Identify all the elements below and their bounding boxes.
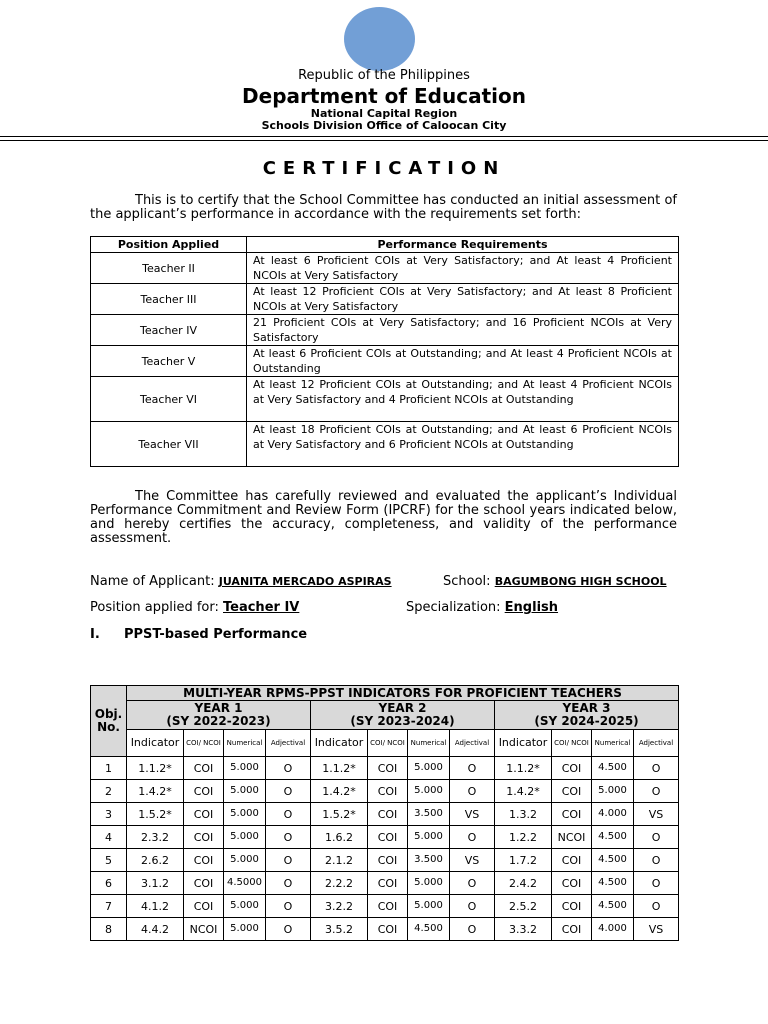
indicator-cell: 2.4.2 (495, 872, 552, 895)
indicator-cell: 1.1.2* (127, 757, 184, 780)
performance-table (90, 685, 679, 941)
coi-cell: COI (184, 803, 224, 826)
indicator-cell: 3.5.2 (311, 918, 368, 941)
obj-number-cell: 4 (91, 826, 127, 849)
numerical-cell: 5.000 (224, 895, 266, 918)
requirements-table (90, 236, 679, 467)
requirement-cell: At least 18 Proficient COIs at Outstanding; and At least 6 Proficient NCOIs at Very Satisfactory and 6 Proficient NCOIs at Outstanding (247, 422, 679, 467)
indicator-cell: 3.2.2 (311, 895, 368, 918)
coi-cell: COI (368, 895, 408, 918)
obj-no-header: Obj. No. (91, 686, 127, 757)
indicator-cell: 2.5.2 (495, 895, 552, 918)
numerical-cell: 4.500 (408, 918, 450, 941)
position-label: Position applied for: (90, 600, 219, 615)
coi-cell: COI (552, 803, 592, 826)
table-row (91, 895, 679, 918)
sub-header: Numerical (224, 730, 266, 757)
requirements-column-header: Performance Requirements (247, 237, 679, 253)
adjectival-cell: O (450, 895, 495, 918)
requirement-cell: At least 12 Proficient COIs at Outstanding; and At least 4 Proficient NCOIs at Very Satisfactory and 4 Proficient NCOIs at Outstanding (247, 377, 679, 422)
numerical-cell: 5.000 (592, 780, 634, 803)
requirement-cell: At least 6 Proficient COIs at Outstanding; and At least 4 Proficient NCOIs at Outstanding (247, 346, 679, 377)
adjectival-cell: O (266, 803, 311, 826)
adjectival-cell: O (634, 826, 679, 849)
obj-number-cell: 8 (91, 918, 127, 941)
position-line (90, 600, 299, 615)
table-row (91, 872, 679, 895)
coi-cell: COI (184, 757, 224, 780)
coi-cell: COI (552, 849, 592, 872)
table-row (91, 757, 679, 780)
school-year-label: (SY 2022-2023) (166, 714, 271, 728)
adjectival-cell: O (266, 872, 311, 895)
position-cell: Teacher V (91, 346, 247, 377)
indicator-cell: 4.4.2 (127, 918, 184, 941)
sub-header: COI/ NCOI (368, 730, 408, 757)
coi-cell: COI (184, 872, 224, 895)
numerical-cell: 5.000 (224, 780, 266, 803)
year-label: YEAR 2 (378, 701, 427, 715)
indicator-cell: 2.2.2 (311, 872, 368, 895)
sub-header: Adjectival (266, 730, 311, 757)
requirement-row (91, 253, 679, 284)
header-divider-thin (0, 140, 768, 141)
numerical-cell: 4.500 (592, 757, 634, 780)
numerical-cell: 4.000 (592, 918, 634, 941)
indicator-cell: 3.1.2 (127, 872, 184, 895)
numerical-cell: 4.000 (592, 803, 634, 826)
section-number: I. (90, 627, 100, 642)
coi-cell: COI (184, 895, 224, 918)
position-value: Teacher IV (223, 600, 300, 615)
coi-cell: COI (368, 918, 408, 941)
sub-header: Indicator (311, 730, 368, 757)
numerical-cell: 5.000 (408, 780, 450, 803)
numerical-cell: 5.000 (224, 826, 266, 849)
coi-cell: COI (184, 780, 224, 803)
intro-paragraph: This is to certify that the School Committee has conducted an initial assessment of the applicant’s performance in accordance with the requirements set forth: (90, 193, 677, 222)
obj-number-cell: 7 (91, 895, 127, 918)
section-heading (90, 627, 307, 642)
numerical-cell: 5.000 (408, 757, 450, 780)
adjectival-cell: VS (450, 803, 495, 826)
adjectival-cell: O (634, 895, 679, 918)
deped-seal (344, 7, 415, 71)
sub-header: Numerical (592, 730, 634, 757)
indicator-cell: 1.1.2* (495, 757, 552, 780)
numerical-cell: 4.500 (592, 826, 634, 849)
year-header (127, 701, 311, 730)
indicator-cell: 1.1.2* (311, 757, 368, 780)
table-title: MULTI-YEAR RPMS-PPST INDICATORS FOR PROFICIENT TEACHERS (127, 686, 679, 701)
indicator-cell: 1.7.2 (495, 849, 552, 872)
year-header (495, 701, 679, 730)
specialization-value: English (504, 600, 559, 615)
coi-cell: COI (368, 803, 408, 826)
republic-heading: Republic of the Philippines (298, 68, 470, 83)
school-year-label: (SY 2024-2025) (534, 714, 639, 728)
obj-number-cell: 1 (91, 757, 127, 780)
year-header (311, 701, 495, 730)
requirement-cell: At least 12 Proficient COIs at Very Satisfactory; and At least 8 Proficient NCOIs at Very Satisfactory (247, 284, 679, 315)
sub-header: COI/ NCOI (552, 730, 592, 757)
sub-header: COI/ NCOI (184, 730, 224, 757)
adjectival-cell: O (634, 780, 679, 803)
position-column-header: Position Applied (91, 237, 247, 253)
coi-cell: COI (552, 895, 592, 918)
adjectival-cell: VS (450, 849, 495, 872)
adjectival-cell: O (266, 826, 311, 849)
table-row (91, 780, 679, 803)
school-year-label: (SY 2023-2024) (350, 714, 455, 728)
sub-header: Adjectival (634, 730, 679, 757)
department-heading: Department of Education (242, 84, 526, 108)
indicator-cell: 4.1.2 (127, 895, 184, 918)
position-cell: Teacher VI (91, 377, 247, 422)
table-row (91, 826, 679, 849)
requirement-row (91, 422, 679, 467)
adjectival-cell: O (266, 849, 311, 872)
specialization-label: Specialization: (406, 600, 501, 615)
coi-cell: NCOI (552, 826, 592, 849)
indicator-cell: 1.4.2* (495, 780, 552, 803)
school-line (443, 574, 667, 589)
table-row (91, 918, 679, 941)
adjectival-cell: O (450, 757, 495, 780)
year-label: YEAR 1 (194, 701, 243, 715)
numerical-cell: 5.000 (408, 895, 450, 918)
indicator-cell: 2.6.2 (127, 849, 184, 872)
region-heading: National Capital Region (310, 107, 458, 120)
requirement-row (91, 377, 679, 422)
section-title: PPST-based Performance (124, 627, 308, 642)
obj-number-cell: 5 (91, 849, 127, 872)
school-value: BAGUMBONG HIGH SCHOOL (494, 575, 667, 588)
coi-cell: COI (552, 757, 592, 780)
adjectival-cell: O (266, 780, 311, 803)
coi-cell: COI (368, 872, 408, 895)
requirement-cell: At least 6 Proficient COIs at Very Satisfactory; and At least 4 Proficient NCOIs at Very Satisfactory (247, 253, 679, 284)
adjectival-cell: O (450, 780, 495, 803)
header-divider (0, 136, 768, 137)
applicant-name-line (90, 574, 392, 589)
coi-cell: COI (368, 826, 408, 849)
coi-cell: COI (368, 780, 408, 803)
numerical-cell: 4.5000 (224, 872, 266, 895)
obj-number-cell: 2 (91, 780, 127, 803)
position-cell: Teacher III (91, 284, 247, 315)
applicant-name-label: Name of Applicant: (90, 574, 215, 589)
indicator-cell: 1.5.2* (311, 803, 368, 826)
position-cell: Teacher II (91, 253, 247, 284)
sub-header: Adjectival (450, 730, 495, 757)
numerical-cell: 3.500 (408, 849, 450, 872)
indicator-cell: 2.3.2 (127, 826, 184, 849)
committee-statement: The Committee has carefully reviewed and evaluated the applicant’s Individual Performance Commitment and Review Form (IPCRF) for the school years indicated below, and hereby certifies the accuracy, completeness, and validity of the performance assessment. (90, 489, 677, 546)
obj-number-cell: 3 (91, 803, 127, 826)
numerical-cell: 5.000 (408, 872, 450, 895)
indicator-cell: 1.5.2* (127, 803, 184, 826)
sub-header: Numerical (408, 730, 450, 757)
requirement-row (91, 346, 679, 377)
indicator-cell: 1.4.2* (311, 780, 368, 803)
numerical-cell: 5.000 (224, 757, 266, 780)
position-cell: Teacher IV (91, 315, 247, 346)
coi-cell: NCOI (184, 918, 224, 941)
coi-cell: COI (368, 757, 408, 780)
adjectival-cell: O (450, 918, 495, 941)
numerical-cell: 5.000 (224, 918, 266, 941)
adjectival-cell: O (266, 757, 311, 780)
coi-cell: COI (552, 780, 592, 803)
adjectival-cell: VS (634, 803, 679, 826)
numerical-cell: 4.500 (592, 849, 634, 872)
obj-number-cell: 6 (91, 872, 127, 895)
numerical-cell: 4.500 (592, 895, 634, 918)
numerical-cell: 5.000 (224, 849, 266, 872)
table-row (91, 849, 679, 872)
adjectival-cell: O (634, 849, 679, 872)
requirement-row (91, 284, 679, 315)
table-row (91, 803, 679, 826)
applicant-name-value: JUANITA MERCADO ASPIRAS (218, 575, 392, 588)
requirement-cell: 21 Proficient COIs at Very Satisfactory; and 16 Proficient NCOIs at Very Satisfactory (247, 315, 679, 346)
adjectival-cell: O (634, 872, 679, 895)
indicator-cell: 1.2.2 (495, 826, 552, 849)
indicator-cell: 1.6.2 (311, 826, 368, 849)
sub-header: Indicator (127, 730, 184, 757)
specialization-line (406, 600, 558, 615)
numerical-cell: 5.000 (408, 826, 450, 849)
numerical-cell: 5.000 (224, 803, 266, 826)
adjectival-cell: O (266, 895, 311, 918)
office-heading: Schools Division Office of Caloocan City (261, 119, 507, 132)
numerical-cell: 4.500 (592, 872, 634, 895)
adjectival-cell: O (266, 918, 311, 941)
position-cell: Teacher VII (91, 422, 247, 467)
school-label: School: (443, 574, 491, 589)
coi-cell: COI (552, 872, 592, 895)
requirement-row (91, 315, 679, 346)
indicator-cell: 3.3.2 (495, 918, 552, 941)
adjectival-cell: O (450, 826, 495, 849)
certification-title: CERTIFICATION (262, 158, 506, 179)
numerical-cell: 3.500 (408, 803, 450, 826)
sub-header: Indicator (495, 730, 552, 757)
indicator-cell: 1.4.2* (127, 780, 184, 803)
coi-cell: COI (552, 918, 592, 941)
adjectival-cell: O (450, 872, 495, 895)
indicator-cell: 2.1.2 (311, 849, 368, 872)
coi-cell: COI (184, 849, 224, 872)
coi-cell: COI (368, 849, 408, 872)
coi-cell: COI (184, 826, 224, 849)
adjectival-cell: VS (634, 918, 679, 941)
adjectival-cell: O (634, 757, 679, 780)
year-label: YEAR 3 (562, 701, 611, 715)
indicator-cell: 1.3.2 (495, 803, 552, 826)
